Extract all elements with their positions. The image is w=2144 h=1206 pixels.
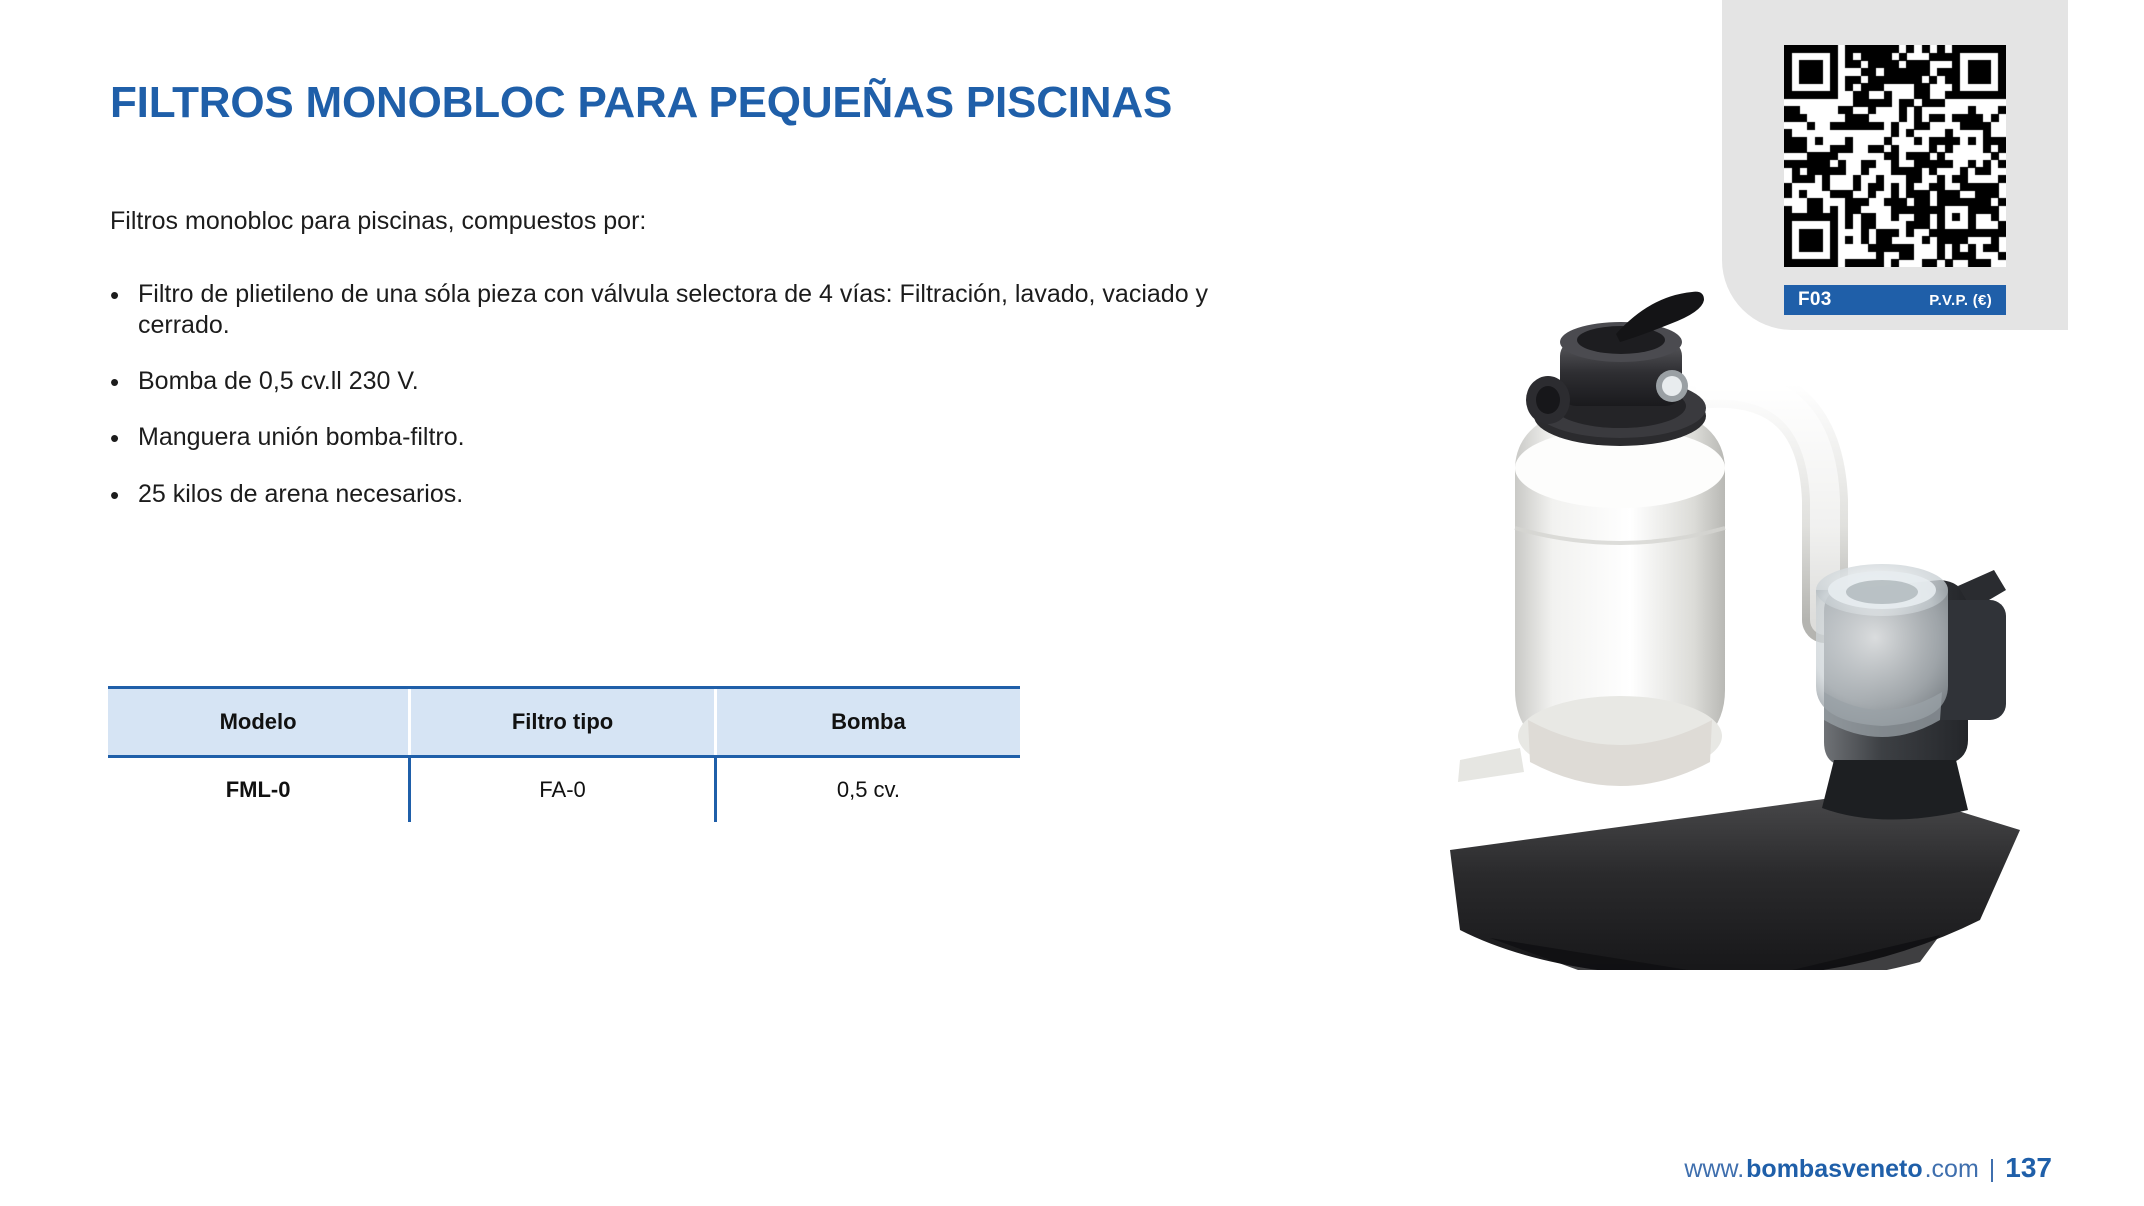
footer-website (1684, 1152, 2052, 1184)
qr-code-icon[interactable] (1784, 45, 2006, 267)
list-item-label: Bomba de 0,5 cv.ll 230 V. (138, 366, 419, 395)
list-item-label: Filtro de plietileno de una sóla pieza con válvula selectora de 4 vías: Filtración, lavado, vaciado y cerrado. (138, 280, 1209, 340)
page-title: FILTROS MONOBLOC PARA PEQUEÑAS PISCINAS (110, 78, 1173, 127)
bullet-marker-icon: • (110, 423, 120, 453)
list-item (110, 422, 1240, 455)
list-item (110, 366, 1240, 399)
table-header-modelo: Modelo (108, 688, 410, 757)
table-header-row (108, 688, 1020, 757)
list-item-label: 25 kilos de arena necesarios. (138, 479, 464, 508)
price-currency-label: P.V.P. (€) (1929, 291, 1992, 309)
bullet-marker-icon: • (110, 479, 120, 510)
bullet-marker-icon: • (110, 366, 120, 397)
pool-sand-filter-photo (1420, 290, 2040, 970)
footer-www: www. (1684, 1155, 1745, 1183)
footer-tld: .com (1924, 1155, 1979, 1183)
specification-table (108, 686, 1020, 822)
list-item (110, 479, 1240, 512)
bullet-marker-icon: • (110, 280, 120, 310)
footer-brand: bombasveneto (1746, 1155, 1923, 1183)
table-header-filtro-tipo: Filtro tipo (410, 688, 716, 757)
feature-bullet-list (110, 279, 1240, 535)
product-code-label: F03 (1798, 289, 1832, 310)
cell-filtro-tipo: FA-0 (410, 757, 716, 823)
header-corner-panel (1722, 0, 2068, 330)
cell-modelo: FML-0 (225, 777, 291, 802)
list-item-label: Manguera unión bomba-filtro. (138, 423, 465, 451)
list-item (110, 279, 1240, 342)
qr-code-canvas (1784, 45, 2006, 267)
page-number: 137 (2005, 1152, 2052, 1183)
footer-separator: | (1988, 1155, 1996, 1183)
intro-paragraph: Filtros monobloc para piscinas, compuestos por: (110, 207, 647, 235)
cell-bomba: 0,5 cv. (715, 757, 1020, 823)
table-row (108, 757, 1020, 823)
table-header-bomba: Bomba (715, 688, 1020, 757)
